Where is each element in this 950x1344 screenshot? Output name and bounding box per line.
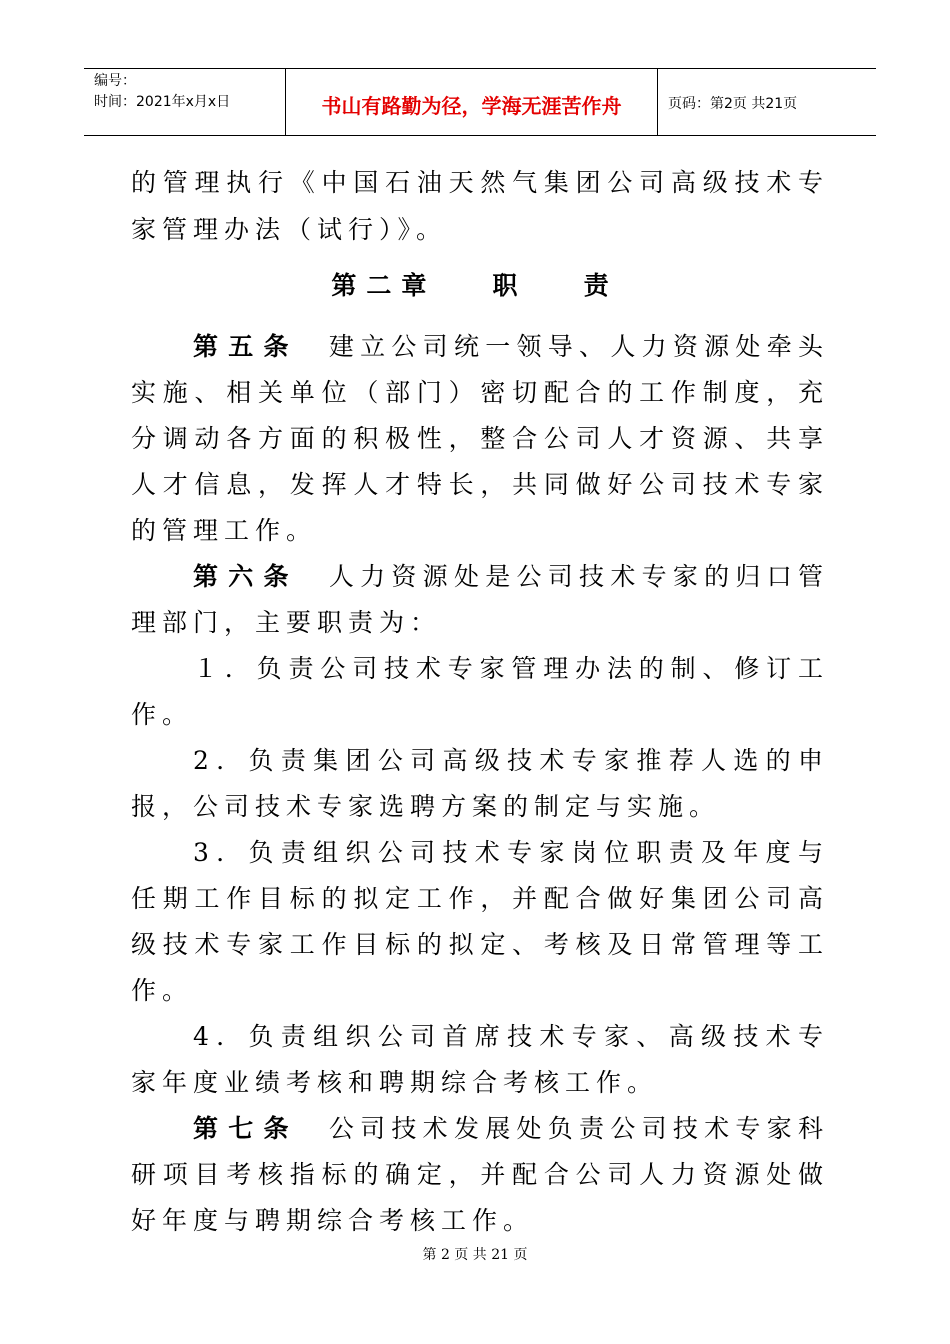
article-7-title: 第七条 [193, 1114, 299, 1143]
list-item-4-line: 4．负责组织公司首席技术专家、高级技术专 [193, 1022, 823, 1051]
paragraph-line: 分调动各方面的积极性，整合公司人才资源、共享 [131, 424, 823, 453]
paragraph-line: 的管理工作。 [131, 516, 318, 545]
article-6-text: 人力资源处是公司技术专家的归口管 [328, 562, 823, 591]
document-code-label: 编号： [94, 73, 136, 89]
page-header [84, 68, 876, 136]
article-7-first-line [193, 1109, 823, 1149]
header-page-number: 页码：第2页 共21页 [668, 96, 798, 112]
paragraph-line: 家年度业绩考核和聘期综合考核工作。 [131, 1068, 659, 1097]
paragraph-line: 好年度与聘期综合考核工作。 [131, 1206, 535, 1235]
article-6-title: 第六条 [193, 562, 299, 591]
paragraph-line: 人才信息，发挥人才特长，共同做好公司技术专家 [131, 470, 823, 499]
paragraph-line: 理部门，主要职责为： [131, 608, 442, 637]
paragraph-line: 的管理执行《中国石油天然气集团公司高级技术专 [131, 168, 823, 197]
header-motto: 书山有路勤为径，学海无涯苦作舟 [321, 94, 622, 118]
paragraph-line: 作。 [131, 700, 194, 729]
list-item-3-line: 3．负责组织公司技术专家岗位职责及年度与 [193, 838, 823, 867]
article-6-first-line [193, 557, 823, 597]
paragraph-line: 作。 [131, 976, 194, 1005]
header-motto-cell [286, 69, 658, 135]
paragraph-line: 报，公司技术专家选聘方案的制定与实施。 [131, 792, 721, 821]
paragraph-line: 实施、相关单位（部门）密切配合的工作制度，充 [131, 378, 823, 407]
paragraph-line: 任期工作目标的拟定工作，并配合做好集团公司高 [131, 884, 823, 913]
list-item-2-line: 2．负责集团公司高级技术专家推荐人选的申 [193, 746, 823, 775]
paragraph-line: 家管理办法（试行）》。 [131, 215, 448, 244]
document-date-label: 时间：2021年x月x日 [94, 94, 231, 110]
paragraph-line: 研项目考核指标的确定，并配合公司人力资源处做 [131, 1160, 823, 1189]
page-footer: 第 2 页 共 21 页 [422, 1247, 528, 1263]
header-page-cell [658, 69, 876, 135]
paragraph-line: 级技术专家工作目标的拟定、考核及日常管理等工 [131, 930, 823, 959]
article-5-title: 第五条 [193, 332, 299, 361]
article-5-text: 建立公司统一领导、人力资源处牵头 [328, 332, 823, 361]
article-5-first-line [193, 327, 823, 367]
article-7-text: 公司技术发展处负责公司技术专家科 [328, 1114, 823, 1143]
chapter-heading: 第二章 职 责 [331, 271, 619, 300]
header-info-cell [84, 69, 286, 135]
list-item-1-line: １．负责公司技术专家管理办法的制、修订工 [193, 654, 823, 683]
